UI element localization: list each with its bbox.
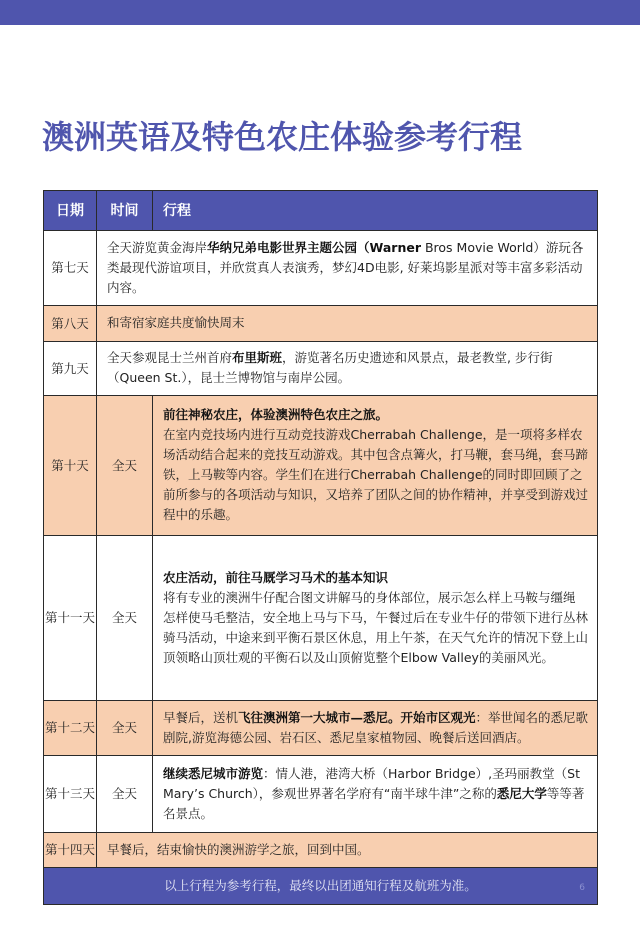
table-row bbox=[44, 701, 598, 756]
table-footer-row bbox=[44, 868, 598, 905]
time-cell: 全天 bbox=[97, 396, 153, 536]
itinerary-text: 全天游览黄金海岸 bbox=[107, 239, 208, 255]
table-row bbox=[44, 396, 598, 536]
itinerary-cell bbox=[97, 231, 598, 306]
table-header-row bbox=[44, 191, 598, 231]
table-row bbox=[44, 756, 598, 833]
day-cell: 第十一天 bbox=[44, 536, 97, 701]
itinerary-highlight: 悉尼大学 bbox=[496, 785, 547, 801]
itinerary-heading: 农庄活动，前往马厩学习马术的基本知识 bbox=[163, 569, 389, 585]
day-cell: 第九天 bbox=[44, 342, 97, 396]
itinerary-text: ：情人港，港湾大桥（Harbor Bridge）,圣玛丽教堂（St Mary’s Church），参观世界著名学府有“南半球牛津”之称的 bbox=[163, 765, 580, 801]
column-header-itinerary: 行程 bbox=[153, 191, 598, 231]
itinerary-cell bbox=[97, 342, 598, 396]
table-row bbox=[44, 342, 598, 396]
itinerary-text: ，游览著名历史遗迹和风景点，最老教堂, 步行街（Queen St.），昆士兰博物馆与南岸公园。 bbox=[107, 350, 553, 385]
page-title: 澳洲英语及特色农庄体验参考行程 bbox=[42, 118, 523, 156]
day-cell: 第十四天 bbox=[44, 833, 97, 868]
day-cell: 第七天 bbox=[44, 231, 97, 306]
itinerary-text: 早餐后，结束愉快的澳洲游学之旅，回到中国。 bbox=[107, 841, 370, 857]
time-cell: 全天 bbox=[97, 701, 153, 756]
column-header-date: 日期 bbox=[44, 191, 97, 231]
itinerary-text: 等等著名景点。 bbox=[163, 785, 585, 821]
itinerary-text: ：举世闻名的悉尼歌剧院,游览海德公园、岩石区、悉尼皇家植物园、晚餐后送回酒店。 bbox=[163, 709, 589, 745]
itinerary-cell bbox=[153, 536, 598, 701]
itinerary-highlight: 华纳兄弟电影世界主题公园（Warner bbox=[207, 239, 421, 255]
itinerary-cell bbox=[153, 701, 598, 756]
time-cell: 全天 bbox=[97, 536, 153, 701]
itinerary-text: 在室内竞技场内进行互动竞技游戏Cherrabah Challenge，是一项将多样农场活动结合起来的竞技互动游戏。其中包含点篝火，打马鞭，套马绳，套马蹄铁，上马鞍等内容。学生们在进行Cherrabah Challenge的同时即回顾了之前所参与的各项活动与知识，又培养了团队之间的协作精神，并享受到游戏过程中的乐趣。 bbox=[163, 427, 589, 522]
itinerary-text: 全天参观昆士兰州首府 bbox=[107, 350, 233, 365]
day-cell: 第十天 bbox=[44, 396, 97, 536]
footer-note-cell bbox=[44, 868, 598, 905]
itinerary-text: 怎样使马毛整洁，安全地上马与下马，午餐过后在专业牛仔的带领下进行丛林骑马活动，中途来到平衡石景区休息，用上午茶，在天气允许的情况下登上山顶领略山顶壮观的平衡石以及山顶俯览整个Elbow Valley的美丽风光。 bbox=[163, 609, 589, 665]
itinerary-cell bbox=[97, 833, 598, 868]
table-row bbox=[44, 536, 598, 701]
table-row bbox=[44, 833, 598, 868]
itinerary-cell bbox=[153, 396, 598, 536]
footer-note: 以上行程为参考行程，最终以出团通知行程及航班为准。 bbox=[164, 878, 477, 893]
table-row bbox=[44, 306, 598, 342]
table-row bbox=[44, 231, 598, 306]
day-cell: 第十二天 bbox=[44, 701, 97, 756]
day-cell: 第十三天 bbox=[44, 756, 97, 833]
itinerary-text: 早餐后，送机 bbox=[163, 709, 239, 725]
day-cell: 第八天 bbox=[44, 306, 97, 342]
itinerary-table bbox=[43, 190, 598, 905]
time-cell: 全天 bbox=[97, 756, 153, 833]
itinerary-cell bbox=[153, 756, 598, 833]
itinerary-text: 将有专业的澳洲牛仔配合图文讲解马的身体部位，展示怎么样上马鞍与缰绳 bbox=[163, 589, 576, 605]
itinerary-text: Bros Movie World）游玩各类最现代游谊项目，并欣赏真人表演秀，梦幻4D电影, 好莱坞影星派对等丰富多彩活动内容。 bbox=[107, 239, 584, 295]
itinerary-highlight: 飞往澳洲第一大城市—悉尼。开始市区观光 bbox=[238, 709, 476, 725]
column-header-time: 时间 bbox=[97, 191, 153, 231]
itinerary-highlight: 继续悉尼城市游览 bbox=[163, 765, 264, 781]
top-banner bbox=[0, 0, 640, 25]
itinerary-highlight: 布里斯班 bbox=[232, 350, 283, 365]
itinerary-heading: 前往神秘农庄，体验澳洲特色农庄之旅。 bbox=[163, 407, 389, 422]
page-number: 6 bbox=[579, 883, 585, 893]
itinerary-text: 和寄宿家庭共度愉快周末 bbox=[107, 315, 245, 330]
itinerary-cell bbox=[97, 306, 598, 342]
